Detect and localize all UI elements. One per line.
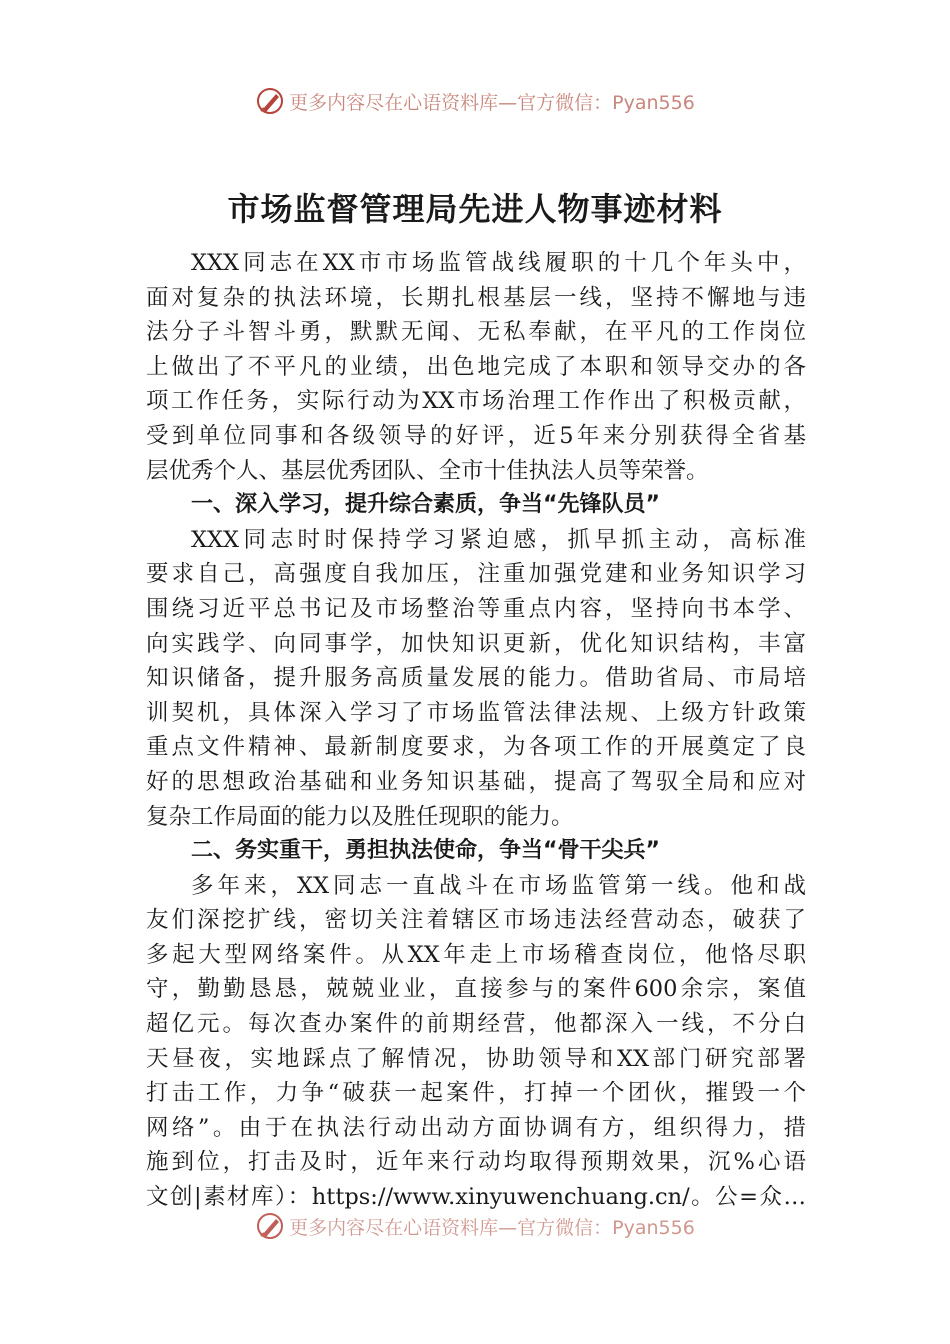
paragraph-line: 训契机，具体深入学习了市场监管法律法规、上级方针政策: [146, 699, 806, 726]
paragraph-line: 重点文件精神、最新制度要求，为各项工作的开展奠定了良: [146, 734, 806, 761]
document-title: 市场监督管理局先进人物事迹材料: [227, 190, 723, 228]
paragraph-line: XXX同志时时保持学习紧迫感，抓早抓主动，高标准: [191, 526, 806, 553]
watermark-text: 更多内容尽在心语资料库—官方微信：Pyan556: [289, 91, 695, 114]
paragraph-line: 多年来，XX同志一直战斗在市场监管第一线。他和战: [191, 872, 806, 899]
paragraph-line: 向实践学、向同事学，加快知识更新，优化知识结构，丰富: [146, 630, 806, 657]
paragraph-line: 面对复杂的执法环境，长期扎根基层一线，坚持不懈地与违: [146, 284, 806, 311]
paragraph-line: 复杂工作局面的能力以及胜任现职的能力。: [146, 803, 574, 830]
paragraph-line: 天昼夜，实地踩点了解情况，协助领导和XX部门研究部署: [146, 1045, 806, 1072]
pen-logo-icon: [255, 86, 285, 116]
paragraph-line: 知识储备，提升服务高质量发展的能力。借助省局、市局培: [146, 665, 806, 692]
paragraph-line: 文创|素材库）：https://www.xinyuwenchuang.cn/。公=众…: [146, 1184, 806, 1211]
paragraph-line: 守，勤勤恳恳，兢兢业业，直接参与的案件600余宗，案值: [146, 976, 806, 1003]
paragraph-line: 法分子斗智斗勇，默默无闻、无私奉献，在平凡的工作岗位: [146, 319, 806, 346]
paragraph-line: 友们深挖扩线，密切关注着辖区市场违法经营动态，破获了: [146, 907, 806, 934]
paragraph-line: 围绕习近平总书记及市场整治等重点内容，坚持向书本学、: [146, 595, 806, 622]
section-heading: 一、深入学习，提升综合素质，争当“先锋队员”: [191, 492, 660, 518]
pen-logo-icon: [255, 1211, 285, 1241]
watermark-header: [0, 84, 950, 118]
paragraph-line: 打击工作，力争“破获一起案件，打掉一个团伙，摧毁一个: [146, 1080, 806, 1107]
paragraph-line: 多起大型网络案件。从XX年走上市场稽查岗位，他恪尽职: [146, 941, 806, 968]
watermark-text: 更多内容尽在心语资料库—官方微信：Pyan556: [289, 1216, 695, 1239]
paragraph-line: 要求自己，高强度自我加压，注重加强党建和业务知识学习: [146, 561, 806, 588]
watermark-footer: [0, 1209, 950, 1243]
paragraph-line: 项工作任务，实际行动为XX市场治理工作作出了积极贡献，: [146, 388, 806, 415]
paragraph-line: 好的思想政治基础和业务知识基础，提高了驾驭全局和应对: [146, 768, 806, 795]
paragraph-line: 施到位，打击及时，近年来行动均取得预期效果，沉%心语: [146, 1149, 806, 1176]
paragraph-line: 超亿元。每次查办案件的前期经营，他都深入一线，不分白: [146, 1011, 806, 1038]
document-body: [146, 246, 806, 1215]
paragraph-line: 层优秀个人、基层优秀团队、全市十佳执法人员等荣誉。: [146, 457, 709, 484]
paragraph-line: 网络”。由于在执法行动出动方面协调有方，组织得力，措: [146, 1114, 806, 1141]
paragraph-line: 上做出了不平凡的业绩，出色地完成了本职和领导交办的各: [146, 353, 806, 380]
paragraph-line: 受到单位同事和各级领导的好评，近5年来分别获得全省基: [146, 422, 806, 449]
section-heading: 二、务实重干，勇担执法使命，争当“骨干尖兵”: [191, 838, 660, 864]
paragraph-line: XXX同志在XX市市场监管战线履职的十几个年头中，: [191, 250, 806, 276]
